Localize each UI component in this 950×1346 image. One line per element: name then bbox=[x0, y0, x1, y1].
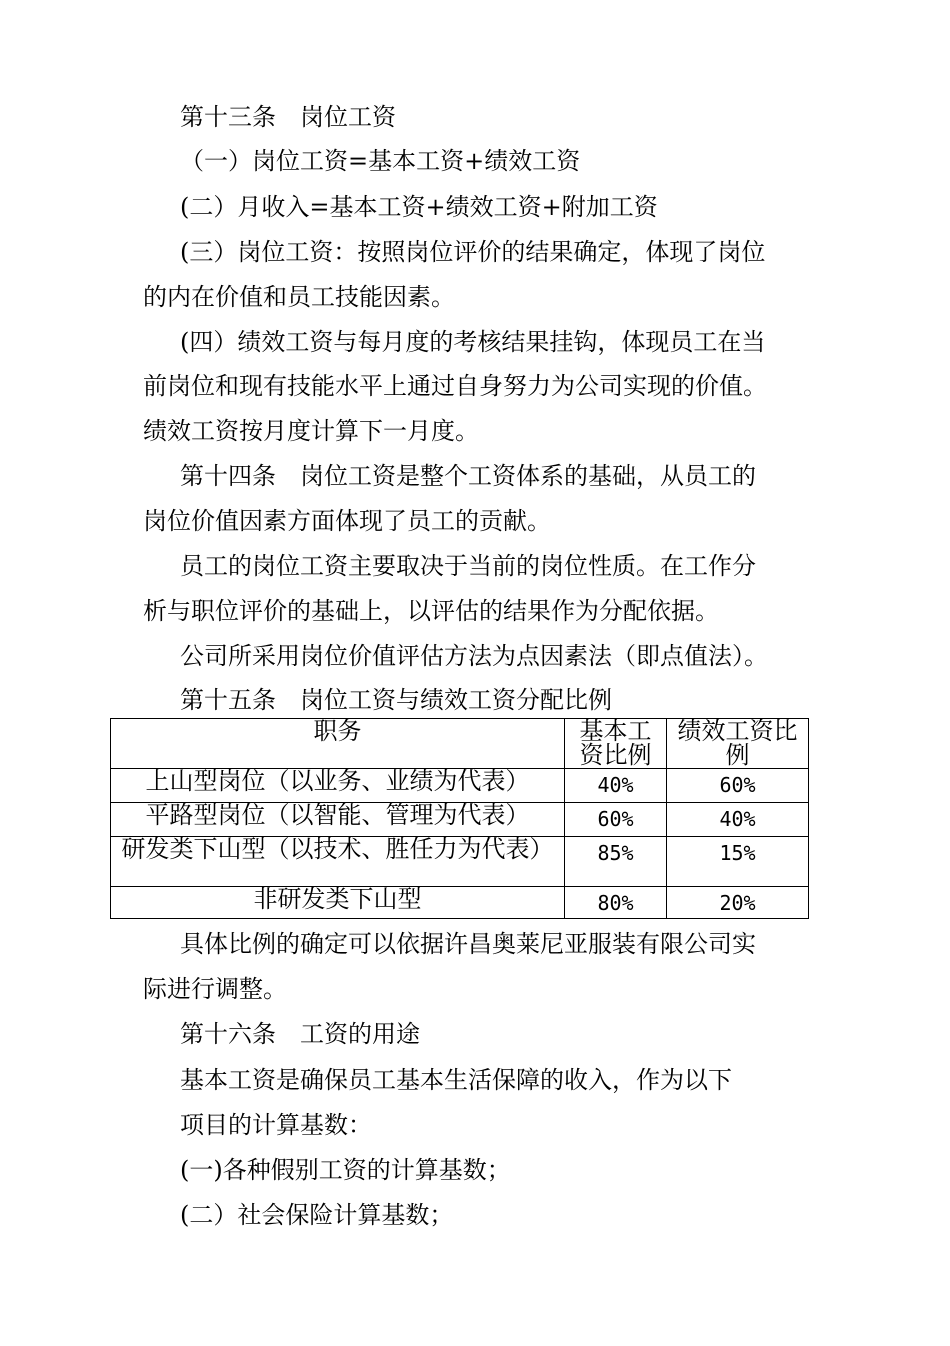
base-ratio-cell: 85% bbox=[565, 837, 667, 887]
paragraph-line: 绩效工资按月度计算下一月度。 bbox=[143, 417, 479, 445]
paragraph-line: (四）绩效工资与每月度的考核结果挂钩，体现员工在当 bbox=[180, 328, 766, 356]
paragraph-line: 际进行调整。 bbox=[143, 975, 287, 1003]
performance-ratio-cell: 20% bbox=[667, 887, 809, 919]
performance-ratio-cell: 60% bbox=[667, 769, 809, 803]
base-ratio-cell: 60% bbox=[565, 803, 667, 837]
performance-ratio-cell: 40% bbox=[667, 803, 809, 837]
header-position: 职务 bbox=[111, 719, 565, 769]
base-ratio-cell: 40% bbox=[565, 769, 667, 803]
article-14-line: 第十四条 岗位工资是整个工资体系的基础，从员工的 bbox=[180, 462, 756, 490]
header-performance-ratio: 绩效工资比例 bbox=[667, 719, 809, 769]
paragraph-line: 员工的岗位工资主要取决于当前的岗位性质。在工作分 bbox=[180, 552, 756, 580]
table-row bbox=[111, 769, 809, 803]
article-16-heading: 第十六条 工资的用途 bbox=[180, 1020, 420, 1048]
position-cell: 平路型岗位（以智能、管理为代表） bbox=[111, 803, 565, 837]
paragraph-line: 析与职位评价的基础上，以评估的结果作为分配依据。 bbox=[143, 597, 719, 625]
salary-ratio-table bbox=[110, 718, 809, 919]
position-cell: 上山型岗位（以业务、业绩为代表） bbox=[111, 769, 565, 803]
paragraph-line: 具体比例的确定可以依据许昌奥莱尼亚服装有限公司实 bbox=[180, 930, 756, 958]
paragraph-line: 基本工资是确保员工基本生活保障的收入，作为以下 bbox=[180, 1066, 732, 1094]
base-ratio-cell: 80% bbox=[565, 887, 667, 919]
position-cell: 研发类下山型（以技术、胜任力为代表） bbox=[111, 837, 565, 887]
paragraph-line: 公司所采用岗位价值评估方法为点因素法（即点值法）。 bbox=[180, 642, 768, 670]
paragraph-line: (三）岗位工资：按照岗位评价的结果确定，体现了岗位 bbox=[180, 238, 766, 266]
position-cell: 非研发类下山型 bbox=[111, 887, 565, 919]
article-13-heading: 第十三条 岗位工资 bbox=[180, 103, 396, 131]
paragraph-line: 岗位价值因素方面体现了员工的贡献。 bbox=[143, 507, 551, 535]
table-row bbox=[111, 887, 809, 919]
paragraph-line: 前岗位和现有技能水平上通过自身努力为公司实现的价值。 bbox=[143, 372, 767, 400]
article-15-heading: 第十五条 岗位工资与绩效工资分配比例 bbox=[180, 686, 612, 714]
performance-ratio-cell: 15% bbox=[667, 837, 809, 887]
paragraph-line: (二）月收入=基本工资+绩效工资+附加工资 bbox=[180, 193, 658, 221]
list-item: (一)各种假别工资的计算基数； bbox=[180, 1156, 511, 1184]
list-item: (二）社会保险计算基数； bbox=[180, 1201, 454, 1229]
table-row bbox=[111, 803, 809, 837]
table-row bbox=[111, 837, 809, 887]
paragraph-line: （一）岗位工资=基本工资+绩效工资 bbox=[180, 147, 581, 175]
header-base-ratio: 基本工资比例 bbox=[565, 719, 667, 769]
table-header-row bbox=[111, 719, 809, 769]
paragraph-line: 的内在价值和员工技能因素。 bbox=[143, 283, 455, 311]
paragraph-line: 项目的计算基数： bbox=[180, 1111, 372, 1139]
